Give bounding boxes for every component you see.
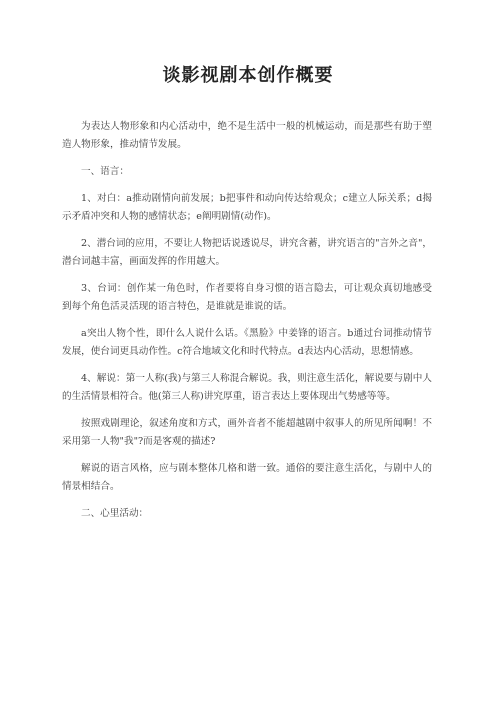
paragraph: 2、潜台词的应用，不要让人物把话说透说尽，讲究含蓄，讲究语言的"言外之音"，潜台词越丰富，画面发挥的作用越大。 <box>62 238 432 267</box>
paragraph: 按照戏剧理论，叙述角度和方式，画外音者不能超越剧中叙事人的所见所闻啊！不采用第一人物"我"?而是客观的描述? <box>62 418 432 447</box>
document-body <box>62 118 432 532</box>
section-heading: 二、心里活动： <box>81 508 149 519</box>
paragraph: 1、对白：a推动剧情向前发展；b把事件和动向传达给观众；c建立人际关系；d揭示矛盾冲突和人物的感情状态；e阐明剧情(动作)。 <box>62 193 432 222</box>
paragraph: 3、台词：创作某一角色时，作者要将自身习惯的语言隐去，可让观众真切地感受到每个角色活灵活现的语言特色，是谁就是谁说的话。 <box>62 283 432 312</box>
paragraph: a突出人物个性，即什么人说什么话。《黑脸》中姜锋的语言。b通过台词推动情节发展，使台词更具动作性。c符合地域文化和时代特点。d表达内心活动，思想情感。 <box>62 328 432 357</box>
paragraph: 解说的语言风格，应与剧本整体几格和谐一致。通俗的要注意生活化，与剧中人的情景相结合。 <box>62 463 432 492</box>
paragraph: 为表达人物形象和内心活动中，绝不是生活中一般的机械运动，而是那些有助于塑造人物形象，推动情节发展。 <box>62 121 432 150</box>
paragraph: 4、解说：第一人称(我)与第三人称混合解说。我，则注意生活化，解说要与剧中人的生活情景相符合。他(第三人称)讲究厚重，语言表达上要体现出气势感等等。 <box>62 373 432 402</box>
document-title: 谈影视剧本创作概要 <box>162 65 334 86</box>
section-heading: 一、语言： <box>81 166 129 177</box>
